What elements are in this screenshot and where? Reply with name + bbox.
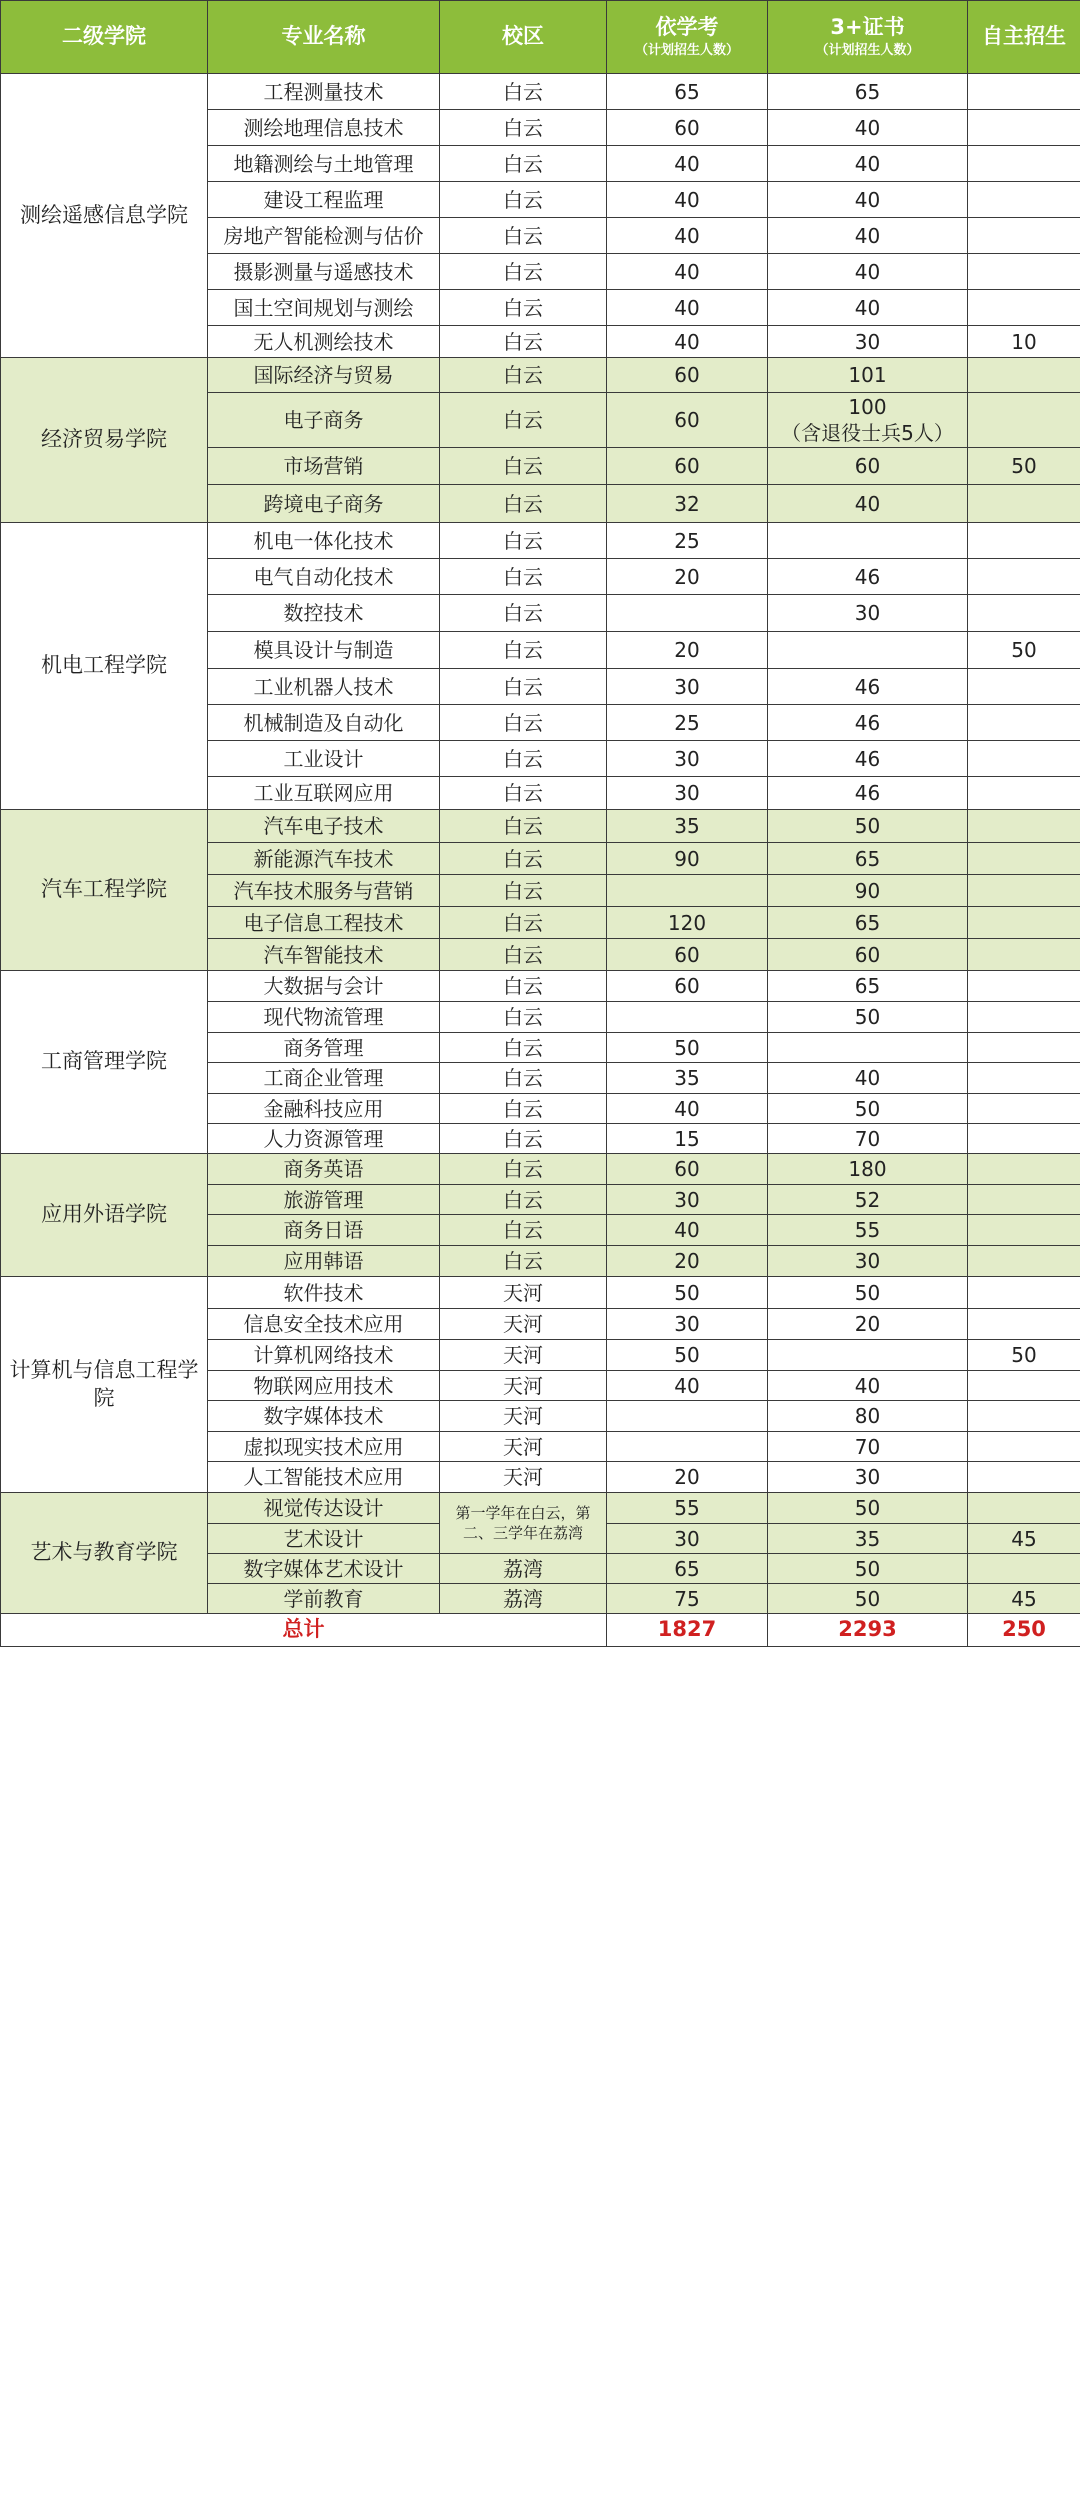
campus-cell: 白云 [440, 290, 607, 326]
campus-cell: 白云 [440, 971, 607, 1002]
college-cell: 经济贸易学院 [1, 358, 208, 523]
self-cell [968, 182, 1080, 218]
self-cell [968, 1215, 1080, 1246]
major-cell: 市场营销 [208, 448, 440, 485]
cert-note: （含退役士兵5人） [781, 421, 954, 445]
cert-cell [768, 393, 968, 448]
campus-cell: 白云 [440, 1124, 607, 1154]
exam-cell [607, 875, 768, 907]
campus-cell: 天河 [440, 1401, 607, 1432]
major-cell: 数控技术 [208, 595, 440, 632]
header-exam [607, 1, 768, 74]
campus-cell: 白云 [440, 1246, 607, 1277]
exam-cell: 30 [607, 669, 768, 705]
exam-cell: 90 [607, 843, 768, 875]
college-cell: 测绘遥感信息学院 [1, 74, 208, 358]
campus-cell: 白云 [440, 110, 607, 146]
exam-cell: 40 [607, 146, 768, 182]
exam-cell: 60 [607, 110, 768, 146]
campus-cell: 白云 [440, 669, 607, 705]
exam-cell: 20 [607, 559, 768, 595]
table-row [1, 358, 1080, 393]
major-cell: 信息安全技术应用 [208, 1309, 440, 1340]
self-cell: 50 [968, 1340, 1080, 1371]
cert-cell: 52 [768, 1185, 968, 1215]
self-cell [968, 1063, 1080, 1094]
major-cell: 视觉传达设计 [208, 1493, 440, 1524]
table-row [1, 523, 1080, 559]
self-cell [968, 1432, 1080, 1462]
college-cell: 机电工程学院 [1, 523, 208, 810]
campus-cell: 白云 [440, 254, 607, 290]
cert-cell: 40 [768, 1371, 968, 1401]
cert-cell: 50 [768, 1277, 968, 1309]
table-row [1, 810, 1080, 843]
header-self: 自主招生 [968, 1, 1080, 74]
exam-cell: 25 [607, 523, 768, 559]
table-body [1, 74, 1080, 1647]
self-cell [968, 705, 1080, 741]
campus-cell: 白云 [440, 218, 607, 254]
self-cell [968, 559, 1080, 595]
self-cell [968, 1277, 1080, 1309]
major-cell: 人工智能技术应用 [208, 1462, 440, 1493]
exam-cell: 32 [607, 485, 768, 523]
table-row [1, 1154, 1080, 1185]
campus-cell: 白云 [440, 74, 607, 110]
cert-cell: 40 [768, 182, 968, 218]
major-cell: 计算机网络技术 [208, 1340, 440, 1371]
cert-cell: 50 [768, 1002, 968, 1033]
self-cell [968, 741, 1080, 777]
campus-cell: 白云 [440, 358, 607, 393]
major-cell: 摄影测量与遥感技术 [208, 254, 440, 290]
exam-cell: 60 [607, 1154, 768, 1185]
cert-cell: 50 [768, 1584, 968, 1614]
campus-cell: 第一学年在白云，第二、三学年在荔湾 [440, 1493, 607, 1554]
major-cell: 现代物流管理 [208, 1002, 440, 1033]
major-cell: 模具设计与制造 [208, 632, 440, 669]
exam-cell: 60 [607, 393, 768, 448]
exam-cell: 20 [607, 632, 768, 669]
self-cell [968, 1124, 1080, 1154]
cert-cell: 50 [768, 1554, 968, 1584]
major-cell: 工业设计 [208, 741, 440, 777]
major-cell: 工业互联网应用 [208, 777, 440, 810]
self-cell [968, 1401, 1080, 1432]
exam-cell: 40 [607, 182, 768, 218]
exam-cell: 30 [607, 1185, 768, 1215]
exam-cell: 50 [607, 1277, 768, 1309]
self-cell [968, 74, 1080, 110]
exam-cell: 50 [607, 1033, 768, 1063]
major-cell: 电子信息工程技术 [208, 907, 440, 939]
cert-cell: 55 [768, 1215, 968, 1246]
self-cell [968, 485, 1080, 523]
campus-cell: 白云 [440, 448, 607, 485]
self-cell [968, 1185, 1080, 1215]
exam-cell [607, 1002, 768, 1033]
campus-cell: 白云 [440, 939, 607, 971]
exam-cell: 60 [607, 448, 768, 485]
header-campus: 校区 [440, 1, 607, 74]
major-cell: 工业机器人技术 [208, 669, 440, 705]
campus-cell: 天河 [440, 1277, 607, 1309]
major-cell: 国际经济与贸易 [208, 358, 440, 393]
cert-value: 100 [848, 395, 887, 419]
total-self: 250 [968, 1614, 1080, 1647]
cert-cell: 40 [768, 110, 968, 146]
self-cell [968, 1094, 1080, 1124]
major-cell: 新能源汽车技术 [208, 843, 440, 875]
exam-cell: 60 [607, 358, 768, 393]
campus-cell: 白云 [440, 559, 607, 595]
campus-cell: 天河 [440, 1432, 607, 1462]
self-cell [968, 218, 1080, 254]
cert-cell [768, 1340, 968, 1371]
self-cell [968, 843, 1080, 875]
cert-cell: 40 [768, 1063, 968, 1094]
college-cell: 艺术与教育学院 [1, 1493, 208, 1614]
self-cell [968, 1309, 1080, 1340]
cert-cell: 46 [768, 669, 968, 705]
exam-cell: 120 [607, 907, 768, 939]
campus-cell: 白云 [440, 810, 607, 843]
major-cell: 商务管理 [208, 1033, 440, 1063]
major-cell: 机电一体化技术 [208, 523, 440, 559]
campus-cell: 白云 [440, 485, 607, 523]
cert-cell: 50 [768, 1493, 968, 1524]
cert-cell [768, 1033, 968, 1063]
self-cell [968, 1554, 1080, 1584]
self-cell [968, 1033, 1080, 1063]
cert-cell: 40 [768, 146, 968, 182]
header-cert-label: 3+证书 [830, 14, 905, 39]
cert-cell: 90 [768, 875, 968, 907]
major-cell: 学前教育 [208, 1584, 440, 1614]
major-cell: 机械制造及自动化 [208, 705, 440, 741]
self-cell [968, 393, 1080, 448]
total-row [1, 1614, 1080, 1647]
self-cell: 45 [968, 1584, 1080, 1614]
exam-cell [607, 1432, 768, 1462]
campus-cell: 白云 [440, 907, 607, 939]
self-cell [968, 1493, 1080, 1524]
self-cell [968, 110, 1080, 146]
cert-cell [768, 632, 968, 669]
self-cell [968, 595, 1080, 632]
exam-cell: 30 [607, 777, 768, 810]
exam-cell: 30 [607, 741, 768, 777]
exam-cell: 60 [607, 939, 768, 971]
self-cell [968, 669, 1080, 705]
cert-cell: 30 [768, 1462, 968, 1493]
self-cell [968, 1002, 1080, 1033]
major-cell: 无人机测绘技术 [208, 326, 440, 358]
major-cell: 艺术设计 [208, 1524, 440, 1554]
table-row [1, 971, 1080, 1002]
self-cell: 50 [968, 448, 1080, 485]
campus-cell: 白云 [440, 1033, 607, 1063]
major-cell: 虚拟现实技术应用 [208, 1432, 440, 1462]
exam-cell: 55 [607, 1493, 768, 1524]
self-cell [968, 875, 1080, 907]
major-cell: 数字媒体技术 [208, 1401, 440, 1432]
major-cell: 金融科技应用 [208, 1094, 440, 1124]
major-cell: 工商企业管理 [208, 1063, 440, 1094]
campus-cell: 天河 [440, 1309, 607, 1340]
campus-cell: 荔湾 [440, 1554, 607, 1584]
cert-cell: 40 [768, 290, 968, 326]
header-exam-label: 依学考 [655, 14, 719, 39]
major-cell: 应用韩语 [208, 1246, 440, 1277]
exam-cell: 60 [607, 971, 768, 1002]
major-cell: 建设工程监理 [208, 182, 440, 218]
major-cell: 物联网应用技术 [208, 1371, 440, 1401]
total-label: 总计 [1, 1614, 607, 1647]
exam-cell: 50 [607, 1340, 768, 1371]
campus-cell: 白云 [440, 1154, 607, 1185]
campus-cell: 白云 [440, 1094, 607, 1124]
exam-cell: 75 [607, 1584, 768, 1614]
college-cell: 应用外语学院 [1, 1154, 208, 1277]
major-cell: 汽车电子技术 [208, 810, 440, 843]
exam-cell [607, 1401, 768, 1432]
major-cell: 大数据与会计 [208, 971, 440, 1002]
campus-cell: 白云 [440, 326, 607, 358]
self-cell [968, 290, 1080, 326]
campus-cell: 白云 [440, 843, 607, 875]
cert-cell: 40 [768, 485, 968, 523]
major-cell: 跨境电子商务 [208, 485, 440, 523]
self-cell: 10 [968, 326, 1080, 358]
exam-cell: 40 [607, 254, 768, 290]
campus-cell: 白云 [440, 777, 607, 810]
table-row [1, 1277, 1080, 1309]
exam-cell: 35 [607, 810, 768, 843]
cert-cell: 65 [768, 907, 968, 939]
cert-cell: 50 [768, 810, 968, 843]
cert-cell: 65 [768, 843, 968, 875]
campus-cell: 白云 [440, 875, 607, 907]
major-cell: 地籍测绘与土地管理 [208, 146, 440, 182]
exam-cell: 40 [607, 1371, 768, 1401]
major-cell: 软件技术 [208, 1277, 440, 1309]
header-college: 二级学院 [1, 1, 208, 74]
self-cell [968, 810, 1080, 843]
major-cell: 电气自动化技术 [208, 559, 440, 595]
exam-cell: 20 [607, 1462, 768, 1493]
major-cell: 汽车技术服务与营销 [208, 875, 440, 907]
cert-cell: 40 [768, 254, 968, 290]
exam-cell: 40 [607, 1094, 768, 1124]
major-cell: 工程测量技术 [208, 74, 440, 110]
header-exam-sub: （计划招生人数） [634, 43, 739, 59]
cert-cell: 46 [768, 741, 968, 777]
campus-cell: 白云 [440, 1185, 607, 1215]
cert-cell: 70 [768, 1432, 968, 1462]
campus-cell: 白云 [440, 1063, 607, 1094]
cert-cell: 101 [768, 358, 968, 393]
campus-cell: 天河 [440, 1340, 607, 1371]
total-cert: 2293 [768, 1614, 968, 1647]
college-cell: 计算机与信息工程学院 [1, 1277, 208, 1493]
cert-cell: 65 [768, 971, 968, 1002]
campus-cell: 白云 [440, 523, 607, 559]
self-cell [968, 254, 1080, 290]
major-cell: 人力资源管理 [208, 1124, 440, 1154]
exam-cell: 25 [607, 705, 768, 741]
college-cell: 工商管理学院 [1, 971, 208, 1154]
self-cell [968, 1246, 1080, 1277]
self-cell [968, 939, 1080, 971]
campus-cell: 白云 [440, 705, 607, 741]
cert-cell: 40 [768, 218, 968, 254]
cert-cell: 65 [768, 74, 968, 110]
campus-cell: 天河 [440, 1371, 607, 1401]
self-cell [968, 1462, 1080, 1493]
total-exam: 1827 [607, 1614, 768, 1647]
major-cell: 国土空间规划与测绘 [208, 290, 440, 326]
cert-cell: 30 [768, 1246, 968, 1277]
campus-cell: 白云 [440, 1002, 607, 1033]
cert-cell: 60 [768, 448, 968, 485]
cert-cell: 46 [768, 705, 968, 741]
self-cell [968, 146, 1080, 182]
self-cell: 50 [968, 632, 1080, 669]
exam-cell: 40 [607, 290, 768, 326]
exam-cell: 20 [607, 1246, 768, 1277]
major-cell: 旅游管理 [208, 1185, 440, 1215]
exam-cell: 15 [607, 1124, 768, 1154]
campus-cell: 荔湾 [440, 1584, 607, 1614]
exam-cell: 40 [607, 1215, 768, 1246]
exam-cell: 65 [607, 1554, 768, 1584]
cert-cell: 80 [768, 1401, 968, 1432]
self-cell [968, 358, 1080, 393]
self-cell [968, 777, 1080, 810]
self-cell: 45 [968, 1524, 1080, 1554]
campus-cell: 白云 [440, 741, 607, 777]
major-cell: 房地产智能检测与估价 [208, 218, 440, 254]
cert-cell: 46 [768, 559, 968, 595]
campus-cell: 白云 [440, 632, 607, 669]
exam-cell [607, 595, 768, 632]
exam-cell: 35 [607, 1063, 768, 1094]
self-cell [968, 1154, 1080, 1185]
exam-cell: 30 [607, 1524, 768, 1554]
major-cell: 汽车智能技术 [208, 939, 440, 971]
major-cell: 测绘地理信息技术 [208, 110, 440, 146]
exam-cell: 30 [607, 1309, 768, 1340]
exam-cell: 65 [607, 74, 768, 110]
major-cell: 数字媒体艺术设计 [208, 1554, 440, 1584]
campus-cell: 白云 [440, 146, 607, 182]
cert-cell: 35 [768, 1524, 968, 1554]
major-cell: 电子商务 [208, 393, 440, 448]
header-cert [768, 1, 968, 74]
cert-cell: 60 [768, 939, 968, 971]
cert-cell: 50 [768, 1094, 968, 1124]
self-cell [968, 523, 1080, 559]
cert-cell: 46 [768, 777, 968, 810]
college-cell: 汽车工程学院 [1, 810, 208, 971]
self-cell [968, 907, 1080, 939]
cert-cell: 20 [768, 1309, 968, 1340]
self-cell [968, 1371, 1080, 1401]
cert-cell: 180 [768, 1154, 968, 1185]
self-cell [968, 971, 1080, 1002]
campus-cell: 白云 [440, 595, 607, 632]
exam-cell: 40 [607, 218, 768, 254]
exam-cell: 40 [607, 326, 768, 358]
major-cell: 商务日语 [208, 1215, 440, 1246]
table-row [1, 74, 1080, 110]
cert-cell [768, 523, 968, 559]
header-cert-sub: （计划招生人数） [815, 43, 920, 59]
header-major: 专业名称 [208, 1, 440, 74]
table-row [1, 1493, 1080, 1524]
cert-cell: 70 [768, 1124, 968, 1154]
campus-cell: 天河 [440, 1462, 607, 1493]
campus-cell: 白云 [440, 1215, 607, 1246]
cert-cell: 30 [768, 595, 968, 632]
campus-cell: 白云 [440, 182, 607, 218]
major-cell: 商务英语 [208, 1154, 440, 1185]
campus-cell: 白云 [440, 393, 607, 448]
cert-cell: 30 [768, 326, 968, 358]
header-row [1, 1, 1080, 74]
